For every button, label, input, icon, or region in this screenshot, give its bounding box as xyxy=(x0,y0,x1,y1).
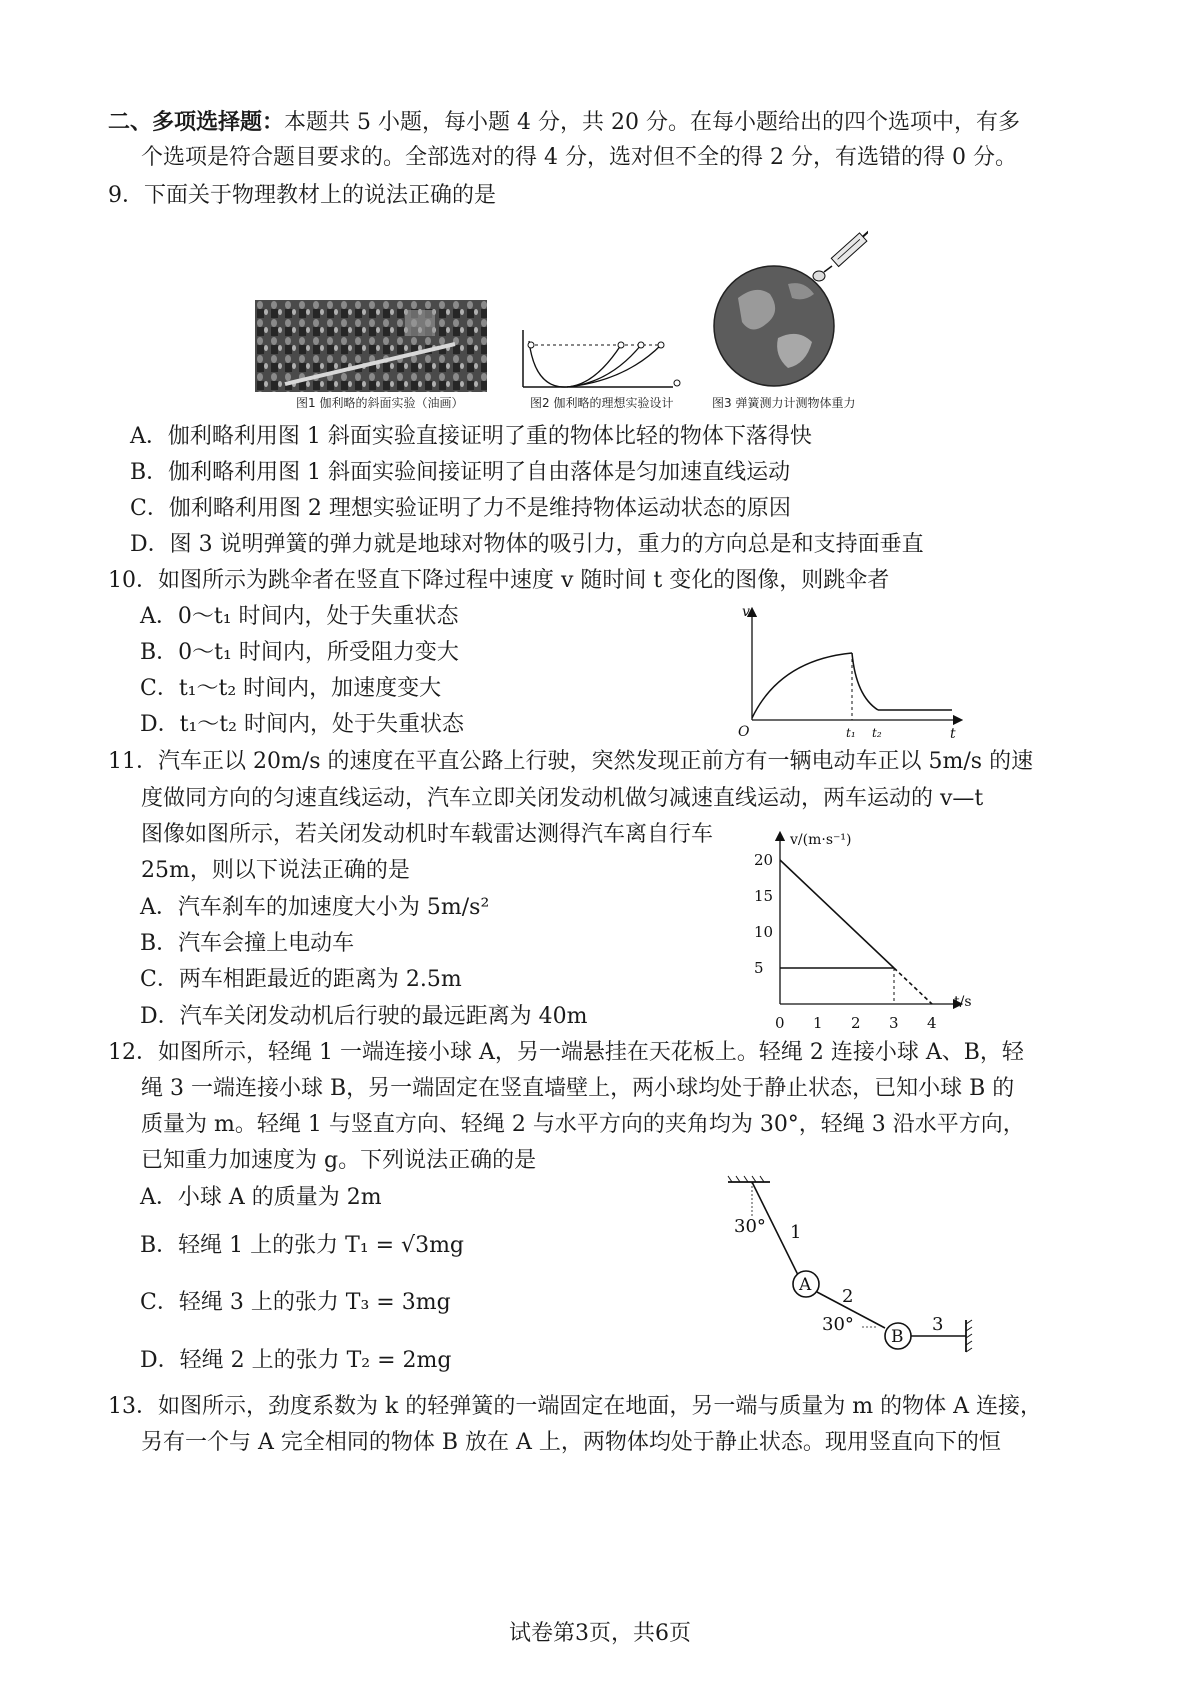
q11-chart-y-tick-2: 15 xyxy=(754,887,774,905)
q11-line3: 图像如图所示，若关闭发动机时车载雷达测得汽车离自行车 xyxy=(141,822,714,847)
q11-chart-y-tick-3: 20 xyxy=(754,851,774,869)
q13-line1: 13．如图所示，劲度系数为 k 的轻弹簧的一端固定在地面，另一端与质量为 m 的物体 A 连接， xyxy=(108,1394,1043,1419)
q12-line4: 已知重力加速度为 g。下列说法正确的是 xyxy=(141,1148,537,1173)
q11-chart-x-tick-0: 0 xyxy=(775,1014,785,1032)
section-intro: 本题共 5 小题，每小题 4 分，共 20 分。在每小题给出的四个选项中，有多 xyxy=(284,110,1020,135)
q11-line2: 度做同方向的匀速直线运动，汽车立即关闭发动机做匀减速直线运动，两车运动的 v—t xyxy=(141,786,984,811)
q11-chart-car-segment-0 xyxy=(780,860,894,968)
q11-line1: 11．汽车正以 20m/s 的速度在平直公路上行驶，突然发现正前方有一辆电动车正以 5m/s 的速 xyxy=(108,749,1034,774)
q10-option-d: D．t₁～t₂ 时间内，处于失重状态 xyxy=(140,712,464,737)
fig3-caption: 图3 弹簧测力计测物体重力 xyxy=(712,396,856,410)
q10-option-b: B．0～t₁ 时间内，所受阻力变大 xyxy=(140,640,459,665)
q11-chart-y-tick-0: 5 xyxy=(754,959,764,977)
q12-option-b: B．轻绳 1 上的张力 T₁ = √3mg xyxy=(140,1233,465,1258)
q10-vt-graph xyxy=(730,600,970,740)
q12-ballA-label: A xyxy=(799,1275,812,1295)
q12-rope1-label: 1 xyxy=(790,1222,802,1243)
q12-rope3-label: 3 xyxy=(932,1314,944,1335)
section-heading xyxy=(108,107,1020,138)
q11-chart-x-tick-4: 4 xyxy=(927,1014,937,1032)
fig2-caption: 图2 伽利略的理想实验设计 xyxy=(530,396,674,410)
q13-line2: 另有一个与 A 完全相同的物体 B 放在 A 上，两物体均处于静止状态。现用竖直向下的恒 xyxy=(141,1430,1001,1455)
q10-option-a: A．0～t₁ 时间内，处于失重状态 xyxy=(140,604,459,629)
q11-chart-x-tick-2: 2 xyxy=(851,1014,861,1032)
q12-rope-balls-figure xyxy=(722,1172,992,1372)
q12-ballB-label: B xyxy=(891,1327,904,1347)
q11-option-c: C．两车相距最近的距离为 2.5m xyxy=(140,967,462,992)
q11-line4: 25m，则以下说法正确的是 xyxy=(141,858,410,883)
q11-option-d: D．汽车关闭发动机后行驶的最远距离为 40m xyxy=(140,1004,588,1029)
q9-option-c: C．伽利略利用图 2 理想实验证明了力不是维持物体运动状态的原因 xyxy=(130,496,791,521)
q11-chart-car-segment-1 xyxy=(894,968,932,1004)
q9-option-b: B．伽利略利用图 1 斜面实验间接证明了自由落体是匀加速直线运动 xyxy=(130,460,791,485)
q12-option-d: D．轻绳 2 上的张力 T₂ = 2mg xyxy=(140,1348,452,1373)
fig3-earth-spring-scale-image xyxy=(708,228,868,390)
fig1-painting-image xyxy=(255,300,487,392)
q11-chart-y-tick-1: 10 xyxy=(754,923,774,941)
q9-option-d: D．图 3 说明弹簧的弹力就是地球对物体的吸引力，重力的方向总是和支持面垂直 xyxy=(130,532,924,557)
fig1-caption: 图1 伽利略的斜面实验（油画） xyxy=(296,396,464,410)
q10-graph-t2: t₂ xyxy=(872,726,882,740)
q10-graph-origin: O xyxy=(738,724,750,740)
q10-graph-t1: t₁ xyxy=(846,726,856,740)
q12-option-c: C．轻绳 3 上的张力 T₃ = 3mg xyxy=(140,1290,451,1315)
q10-stem: 10．如图所示为跳伞者在竖直下降过程中速度 v 随时间 t 变化的图像，则跳伞者 xyxy=(108,568,890,593)
q12-angle1-label: 30° xyxy=(734,1216,766,1237)
q10-graph-v-label: v xyxy=(742,604,750,620)
q12-angle2-label: 30° xyxy=(822,1314,854,1335)
q12-option-a: A．小球 A 的质量为 2m xyxy=(140,1185,382,1210)
page-footer: 试卷第3页，共6页 xyxy=(509,1621,691,1646)
q11-chart-x-tick-1: 1 xyxy=(813,1014,823,1032)
fig2-ideal-experiment-diagram xyxy=(515,325,687,393)
q12-rope2-label: 2 xyxy=(842,1286,854,1307)
q11-chart-x-label: t/s xyxy=(954,994,972,1010)
q9-stem: 9．下面关于物理教材上的说法正确的是 xyxy=(108,183,496,208)
section-intro-cont: 个选项是符合题目要求的。全部选对的得 4 分，选对但不全的得 2 分，有选错的得 0 分。 xyxy=(141,145,1017,170)
q11-option-a: A．汽车刹车的加速度大小为 5m/s² xyxy=(140,895,490,920)
q10-graph-t-label: t xyxy=(950,726,956,740)
q9-option-a: A．伽利略利用图 1 斜面实验直接证明了重的物体比轻的物体下落得快 xyxy=(130,424,812,449)
q11-option-b: B．汽车会撞上电动车 xyxy=(140,931,355,956)
q12-line2: 绳 3 一端连接小球 B，另一端固定在竖直墙壁上，两小球均处于静止状态，已知小球 B 的 xyxy=(141,1076,1015,1101)
q11-chart-x-tick-3: 3 xyxy=(889,1014,899,1032)
q12-line3: 质量为 m。轻绳 1 与竖直方向、轻绳 2 与水平方向的夹角均为 30°，轻绳 3 沿水平方向， xyxy=(141,1112,1025,1137)
q12-line1: 12．如图所示，轻绳 1 一端连接小球 A，另一端悬挂在天花板上。轻绳 2 连接小球 A、B，轻 xyxy=(108,1040,1024,1065)
section-title: 二、多项选择题： xyxy=(108,109,285,135)
q11-chart-y-label: v/(m·s⁻¹) xyxy=(790,832,852,848)
q11-vt-chart xyxy=(748,822,988,1032)
q10-option-c: C．t₁～t₂ 时间内，加速度变大 xyxy=(140,676,442,701)
